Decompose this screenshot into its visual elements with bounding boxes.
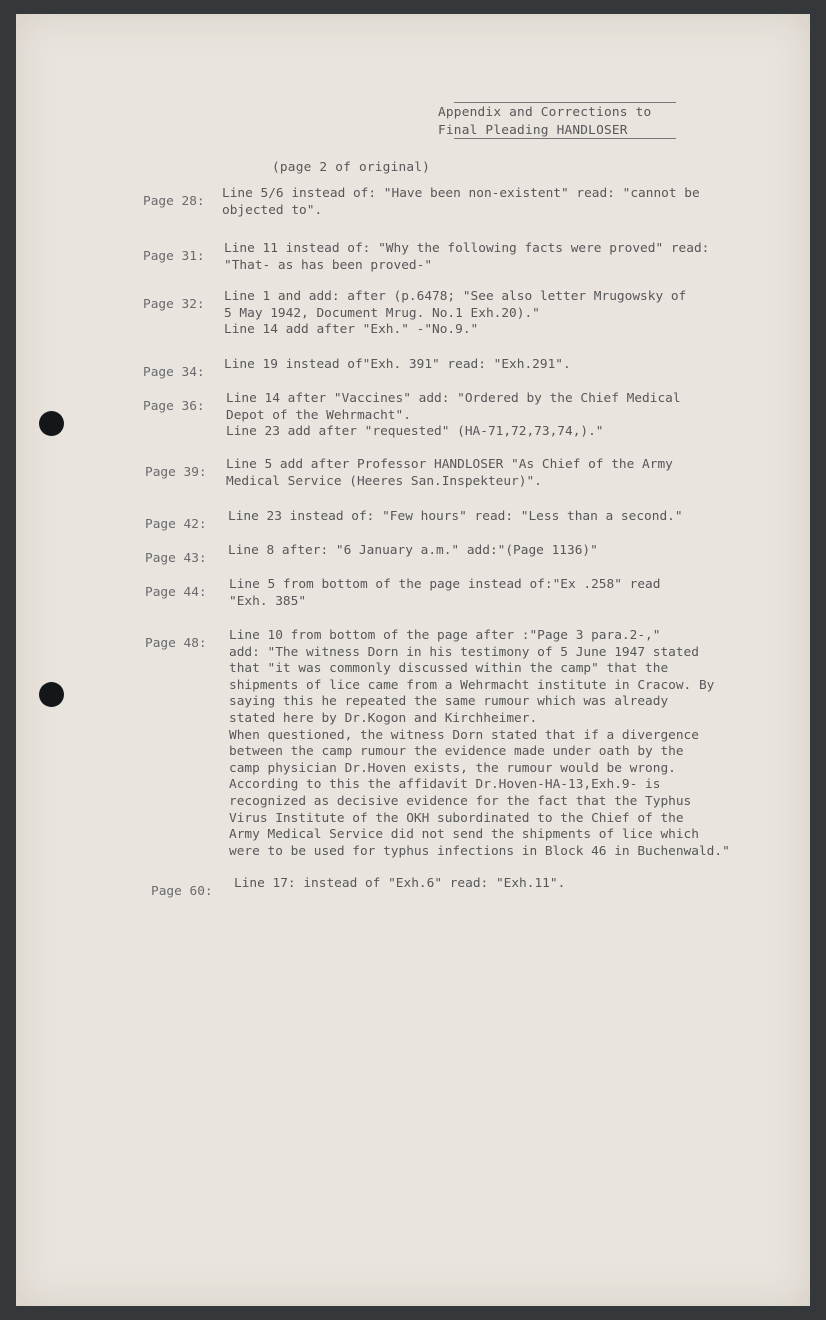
correction-text (229, 577, 660, 610)
page-reference-label: Page 36: (143, 399, 205, 414)
correction-line: that "it was commonly discussed within the camp" that the (229, 661, 669, 677)
correction-text (228, 543, 598, 560)
correction-line: Line 19 instead of"Exh. 391" read: "Exh.291". (224, 357, 571, 372)
page-reference-label: Page 44: (145, 585, 207, 600)
header-title-line1: Appendix and Corrections to (438, 105, 652, 120)
correction-line: Virus Institute of the OKH subordinated to the Chief of the (229, 810, 684, 826)
correction-line: add: "The witness Dorn in his testimony of 5 June 1947 stated (229, 644, 699, 660)
correction-text (224, 289, 686, 339)
page-reference-label: Page 34: (143, 365, 205, 380)
correction-line: Line 23 add after "requested" (HA-71,72,73,74,)." (226, 424, 604, 440)
page-reference-label: Page 48: (145, 636, 207, 651)
page-reference-label: Page 43: (145, 551, 207, 566)
correction-line: stated here by Dr.Kogon and Kirchheimer. (229, 710, 538, 726)
correction-line: When questioned, the witness Dorn stated that if a divergence (229, 727, 699, 743)
correction-text (222, 186, 700, 219)
header-rule-bottom (454, 138, 676, 139)
correction-line: between the camp rumour the evidence made under oath by the (229, 744, 684, 760)
page-reference-label: Page 31: (143, 249, 205, 264)
correction-text (224, 241, 709, 274)
correction-text (226, 457, 673, 490)
document-page (16, 14, 810, 1306)
correction-line: Line 10 from bottom of the page after :"Page 3 para.2-," (229, 628, 661, 643)
page-reference-label: Page 60: (151, 884, 213, 899)
correction-line: "Exh. 385" (229, 593, 307, 609)
correction-line: 5 May 1942, Document Mrug. No.1 Exh.20)." (224, 305, 540, 321)
correction-line: Army Medical Service did not send the shipments of lice which (229, 827, 699, 843)
correction-line: Medical Service (Heeres San.Inspekteur)". (226, 473, 542, 489)
page-reference-label: Page 28: (143, 194, 205, 209)
correction-line: Line 1 and add: after (p.6478; "See also letter Mrugowsky of (224, 289, 687, 304)
correction-line: Line 11 instead of: "Why the following facts were proved" read: (224, 241, 710, 256)
header-rule-top (454, 102, 676, 103)
correction-line: shipments of lice came from a Wehrmacht institute in Cracow. By (229, 677, 715, 693)
correction-line: Depot of the Wehrmacht". (226, 407, 411, 423)
page-reference-label: Page 32: (143, 297, 205, 312)
page-reference-label: Page 39: (145, 465, 207, 480)
correction-text (229, 628, 730, 860)
correction-line: Line 8 after: "6 January a.m." add:"(Page 1136)" (228, 543, 598, 558)
page-subheading: (page 2 of original) (272, 160, 431, 175)
correction-line: Line 5 from bottom of the page instead of:"Ex .258" read (229, 577, 661, 592)
correction-line: saying this he repeated the same rumour which was already (229, 694, 669, 710)
correction-text (228, 509, 683, 526)
page-reference-label: Page 42: (145, 517, 207, 532)
correction-text (226, 391, 681, 441)
correction-line: objected to". (222, 202, 323, 218)
correction-line: "That- as has been proved-" (224, 257, 433, 273)
correction-line: Line 5/6 instead of: "Have been non-existent" read: "cannot be (222, 186, 700, 201)
punch-hole-bottom (39, 682, 64, 707)
correction-line: recognized as decisive evidence for the fact that the Typhus (229, 793, 692, 809)
correction-line: Line 17: instead of "Exh.6" read: "Exh.11". (234, 876, 566, 891)
correction-line: According to this the affidavit Dr.Hoven-HA-13,Exh.9- is (229, 777, 661, 793)
header-title-line2: Final Pleading HANDLOSER (438, 123, 628, 138)
correction-line: were to be used for typhus infections in Block 46 in Buchenwald." (229, 843, 730, 859)
correction-line: Line 14 add after "Exh." -"No.9." (224, 322, 479, 338)
correction-line: Line 23 instead of: "Few hours" read: "Less than a second." (228, 509, 683, 524)
punch-hole-top (39, 411, 64, 436)
correction-text (224, 357, 571, 374)
correction-text (234, 876, 565, 893)
correction-line: Line 5 add after Professor HANDLOSER "As Chief of the Army (226, 457, 673, 472)
correction-line: camp physician Dr.Hoven exists, the rumour would be wrong. (229, 760, 676, 776)
correction-line: Line 14 after "Vaccines" add: "Ordered by the Chief Medical (226, 391, 681, 406)
